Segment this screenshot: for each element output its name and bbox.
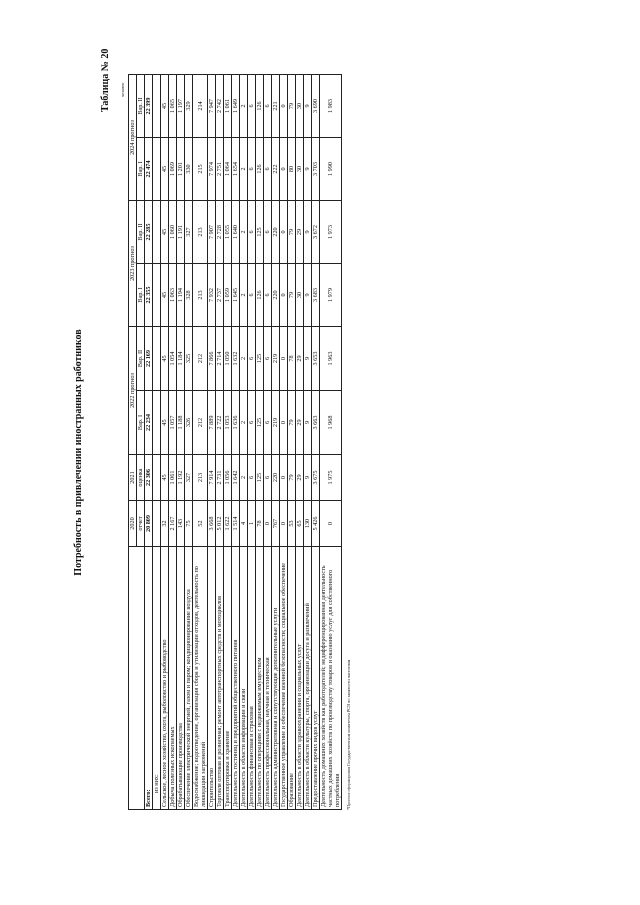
row-cell: 125 (256, 391, 264, 455)
row-cell: 9 (304, 201, 312, 264)
row-cell: 3 703 (312, 138, 320, 201)
row-label: Водоснабжение; водоотведение, организация сбора и утилизации отходов, деятельность по ликвидации загрязнений (193, 547, 208, 810)
header-fact: отчет (137, 501, 145, 547)
row-cell: 125 (256, 201, 264, 264)
row-cell: 6 (248, 391, 256, 455)
row-cell: 1 065 (169, 75, 177, 138)
row-cell: 6 (264, 75, 272, 138)
row-cell: 6 (264, 327, 272, 391)
row-cell: 79 (288, 264, 296, 327)
row-cell: 1 649 (232, 75, 240, 138)
row-cell: 75 (185, 501, 193, 547)
row-cell: 212 (193, 391, 208, 455)
row-cell: 29 (296, 455, 304, 501)
row-cell: 326 (185, 391, 193, 455)
row-cell: 2 (240, 264, 248, 327)
row-cell: 1 979 (320, 264, 342, 327)
row-cell: 79 (288, 455, 296, 501)
row-cell: 29 (296, 391, 304, 455)
unit-label: человек (120, 82, 125, 97)
row-cell: 1 191 (177, 201, 185, 264)
row-cell: 1 632 (232, 327, 240, 391)
row-cell: 29 (296, 201, 304, 264)
table-row (304, 75, 312, 810)
row-cell: 6 (248, 327, 256, 391)
table-row (256, 75, 264, 810)
row-cell: 1 064 (224, 138, 232, 201)
total-cell: 22 169 (145, 327, 153, 391)
row-cell: 1 975 (320, 455, 342, 501)
row-cell: 52 (193, 501, 208, 547)
table-row (248, 75, 256, 810)
row-cell: 78 (288, 327, 296, 391)
header-2022-v2: Вар. II (137, 327, 145, 391)
row-cell: 143 (177, 501, 185, 547)
footnote: *Прогноз сформирован Государственным комитетом РСЯ по занятости населения (346, 659, 351, 810)
row-cell: 9 (304, 264, 312, 327)
row-cell: 2 (240, 455, 248, 501)
row-cell: 4 (240, 501, 248, 547)
table-row (208, 75, 216, 810)
row-cell: 126 (256, 264, 264, 327)
row-cell: 32 (161, 501, 169, 547)
row-label: Добыча полезных ископаемых (169, 547, 177, 810)
row-cell: 9 (304, 391, 312, 455)
row-cell: 7 866 (208, 327, 216, 391)
row-cell: 2 722 (216, 391, 224, 455)
row-cell: 7 907 (208, 201, 216, 264)
row-cell: 325 (185, 327, 193, 391)
table-row (272, 75, 280, 810)
row-cell: 1 069 (169, 138, 177, 201)
row-label: Деятельность в области здравоохранения и социальных услуг (296, 547, 304, 810)
table-row (296, 75, 304, 810)
row-label: Деятельность домашних хозяйств как работодателей; недифференцированная деятельность частных домашних хозяйств по производству товаров и оказанию услуг для собственного потребления (320, 547, 342, 810)
row-label: Деятельность гостиниц и предприятий общественного питания (232, 547, 240, 810)
row-cell: 1 (248, 501, 256, 547)
row-cell: 7 914 (208, 455, 216, 501)
header-estimate: оценка (137, 455, 145, 501)
row-cell: 45 (161, 391, 169, 455)
header-2023-v2: Вар. II (137, 201, 145, 264)
row-cell: 329 (185, 75, 193, 138)
row-cell: 1 645 (232, 264, 240, 327)
row-cell: 0 (280, 201, 288, 264)
table-row (232, 75, 240, 810)
row-cell: 9 (304, 75, 312, 138)
total-cell: 22 399 (145, 75, 153, 138)
row-label: Деятельность финансовая и страховая (248, 547, 256, 810)
row-cell: 3 690 (312, 75, 320, 138)
table-title: Потребность в привлечении иностранных работников (73, 329, 84, 576)
row-cell: 1 642 (232, 455, 240, 501)
row-cell: 29 (296, 327, 304, 391)
header-2023: 2023 прогноз (129, 201, 137, 327)
row-cell: 45 (161, 264, 169, 327)
row-cell: 6 (264, 138, 272, 201)
row-cell: 6 (264, 455, 272, 501)
row-cell: 1 990 (320, 138, 342, 201)
row-cell: 0 (320, 501, 342, 547)
row-cell: 1 973 (320, 201, 342, 264)
row-label: Деятельность в области культуры, спорта, организации досуга и развлечений (304, 547, 312, 810)
total-cell: 22 474 (145, 138, 153, 201)
row-label: Деятельность по операциям с недвижимым имуществом (256, 547, 264, 810)
row-cell: 212 (193, 327, 208, 391)
row-cell: 3 663 (312, 391, 320, 455)
total-cell: 20 809 (145, 501, 153, 547)
header-2021: 2021 (129, 455, 137, 501)
row-cell: 80 (288, 138, 296, 201)
row-cell: 78 (256, 501, 264, 547)
row-cell: 0 (280, 75, 288, 138)
row-cell: 7 974 (208, 138, 216, 201)
row-cell: 125 (256, 327, 264, 391)
row-cell: 1 192 (177, 455, 185, 501)
row-cell: 327 (185, 455, 193, 501)
row-cell: 45 (161, 138, 169, 201)
row-cell: 7 889 (208, 391, 216, 455)
row-cell: 1 061 (169, 455, 177, 501)
row-cell: 2 714 (216, 327, 224, 391)
row-cell: 6 (248, 75, 256, 138)
row-cell: 45 (161, 201, 169, 264)
row-cell: 1 654 (232, 138, 240, 201)
row-cell: 2 (240, 75, 248, 138)
row-cell: 0 (280, 391, 288, 455)
row-cell: 45 (161, 455, 169, 501)
row-cell: 219 (272, 327, 280, 391)
row-cell: 0 (280, 327, 288, 391)
workers-table (128, 74, 342, 810)
row-cell: 5 426 (312, 501, 320, 547)
table-row (185, 75, 193, 810)
row-cell: 2 (240, 327, 248, 391)
row-cell: 6 (248, 201, 256, 264)
table-row (193, 75, 208, 810)
row-cell: 1 188 (177, 391, 185, 455)
header-empty (129, 547, 145, 810)
row-cell: 45 (161, 327, 169, 391)
total-cell: 22 285 (145, 201, 153, 264)
row-cell: 3 668 (208, 501, 216, 547)
row-cell: 330 (185, 138, 193, 201)
row-cell: 215 (193, 138, 208, 201)
row-cell: 2 167 (169, 501, 177, 547)
table-row (288, 75, 296, 810)
total-cell: 22 355 (145, 264, 153, 327)
row-cell: 1 055 (224, 201, 232, 264)
header-2020: 2020 (129, 501, 137, 547)
row-label: Обеспечение электрической энергией, газом и паром; кондиционирование воздуха (185, 547, 193, 810)
row-cell: 2 751 (216, 138, 224, 201)
row-cell: 30 (296, 264, 304, 327)
row-label: Деятельность в области информации и связи (240, 547, 248, 810)
table-row (169, 75, 177, 810)
table-row (240, 75, 248, 810)
row-cell: 1 184 (177, 327, 185, 391)
row-cell: 125 (256, 455, 264, 501)
row-cell: 7 932 (208, 264, 216, 327)
row-cell: 1 060 (169, 201, 177, 264)
row-cell: 1 063 (169, 264, 177, 327)
table-row (320, 75, 342, 810)
row-cell: 2 (240, 391, 248, 455)
row-cell: 220 (272, 201, 280, 264)
total-cell: 22 234 (145, 391, 153, 455)
row-cell: 327 (185, 201, 193, 264)
row-cell: 6 (264, 201, 272, 264)
row-cell: 3 683 (312, 264, 320, 327)
of-which-row (153, 75, 161, 810)
row-cell: 65 (296, 501, 304, 547)
header-2024-v1: Вар. I (137, 138, 145, 201)
row-cell: 3 653 (312, 327, 320, 391)
row-cell: 53 (288, 501, 296, 547)
of-which-label: из них: (153, 547, 161, 810)
row-cell: 3 672 (312, 201, 320, 264)
row-label: Транспортировка и хранение (224, 547, 232, 810)
table-row (224, 75, 232, 810)
row-label: Сельское, лесное хозяйство, охота, рыболовство и рыбоводство (161, 547, 169, 810)
row-cell: 1 514 (232, 501, 240, 547)
row-cell: 1 059 (224, 264, 232, 327)
total-label: Всего: (145, 547, 153, 810)
header-row-1 (129, 75, 137, 810)
header-2022-v1: Вар. I (137, 391, 145, 455)
header-2023-v1: Вар. I (137, 264, 145, 327)
table-row (264, 75, 272, 810)
row-cell: 220 (272, 264, 280, 327)
row-cell: 1 050 (224, 327, 232, 391)
row-cell: 1 061 (224, 75, 232, 138)
row-cell: 222 (272, 138, 280, 201)
row-cell: 79 (288, 201, 296, 264)
row-cell: 213 (193, 455, 208, 501)
row-cell: 6 (248, 455, 256, 501)
row-cell: 6 (264, 391, 272, 455)
row-cell: 30 (296, 138, 304, 201)
row-cell: 2 731 (216, 455, 224, 501)
row-label: Деятельность административная и сопутствующие дополнительные услуги (272, 547, 280, 810)
row-cell: 328 (185, 264, 193, 327)
row-cell: 79 (288, 391, 296, 455)
row-cell: 1 053 (224, 391, 232, 455)
table-row (161, 75, 169, 810)
row-label: Торговля оптовая и розничная; ремонт автотранспортных средств и мотоциклов (216, 547, 224, 810)
row-cell: 1 057 (169, 391, 177, 455)
row-label: Деятельность профессиональная, научная и техническая (264, 547, 272, 810)
row-cell: 1 968 (320, 391, 342, 455)
row-cell: 7 947 (208, 75, 216, 138)
row-cell: 213 (193, 201, 208, 264)
row-cell: 9 (304, 327, 312, 391)
row-cell: 1 622 (224, 501, 232, 547)
row-cell: 1 201 (177, 138, 185, 201)
row-cell: 1 194 (177, 264, 185, 327)
row-cell: 0 (264, 501, 272, 547)
row-cell: 0 (280, 264, 288, 327)
row-cell: 45 (161, 75, 169, 138)
row-cell: 79 (288, 75, 296, 138)
row-cell: 6 (248, 138, 256, 201)
row-cell: 1 056 (224, 455, 232, 501)
row-label: Предоставление прочих видов услуг (312, 547, 320, 810)
row-cell: 9 (304, 138, 312, 201)
total-cell: 22 306 (145, 455, 153, 501)
table-number: Таблица № 20 (100, 48, 111, 112)
row-label: Образование (288, 547, 296, 810)
table-row (177, 75, 185, 810)
total-row (145, 75, 153, 810)
row-cell: 0 (280, 501, 288, 547)
row-cell: 9 (304, 455, 312, 501)
row-cell: 0 (280, 455, 288, 501)
row-cell: 214 (193, 75, 208, 138)
row-cell: 213 (193, 264, 208, 327)
row-label: Обрабатывающие производства (177, 547, 185, 810)
row-cell: 1 636 (232, 391, 240, 455)
row-cell: 2 (240, 138, 248, 201)
row-cell: 1 963 (320, 327, 342, 391)
row-cell: 220 (272, 455, 280, 501)
row-label: Государственное управление и обеспечение военной безопасности; социальное обеспечение (280, 547, 288, 810)
row-label: Строительство (208, 547, 216, 810)
row-cell: 1 197 (177, 75, 185, 138)
row-cell: 221 (272, 75, 280, 138)
table-body (145, 75, 342, 810)
header-2022: 2022 прогноз (129, 327, 137, 455)
row-cell: 1 054 (169, 327, 177, 391)
row-cell: 2 728 (216, 201, 224, 264)
row-cell: 2 (240, 201, 248, 264)
table-row (216, 75, 224, 810)
row-cell: 767 (272, 501, 280, 547)
row-cell: 1 640 (232, 201, 240, 264)
header-2024: 2024 прогноз (129, 75, 137, 201)
row-cell: 6 (264, 264, 272, 327)
row-cell: 126 (256, 138, 264, 201)
row-cell: 5 012 (216, 501, 224, 547)
table-row (312, 75, 320, 810)
row-cell: 30 (296, 75, 304, 138)
table-row (280, 75, 288, 810)
row-cell: 130 (304, 501, 312, 547)
row-cell: 0 (280, 138, 288, 201)
row-cell: 3 675 (312, 455, 320, 501)
row-cell: 2 742 (216, 75, 224, 138)
row-cell: 1 983 (320, 75, 342, 138)
row-cell: 6 (248, 264, 256, 327)
row-cell: 219 (272, 391, 280, 455)
row-cell: 2 737 (216, 264, 224, 327)
header-2024-v2: Вар. II (137, 75, 145, 138)
row-cell: 126 (256, 75, 264, 138)
